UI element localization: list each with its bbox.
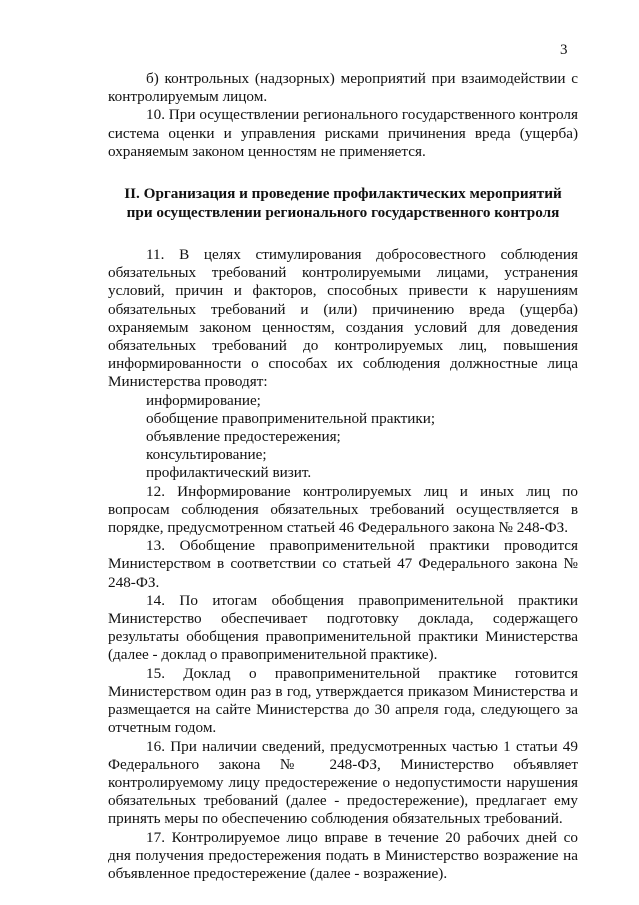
list-item: консультирование; <box>146 446 267 464</box>
measures-list <box>108 392 578 483</box>
document-body <box>108 70 578 883</box>
paragraph-15: 15. Доклад о правоприменительной практике готовится Министерством один раз в год, утверждается приказом Министерства и размещается на сайте Министерства до 30 апреля года, следующего за отчетным годом. <box>108 664 578 737</box>
paragraph-11: 11. В целях стимулирования добросовестного соблюдения обязательных требований контролируемыми лицами, устранения условий, причин и факторов, способных привести к нарушениям обязательных требований и (или) причинению вреда (ущерба) охраняемым законом ценностям, создания условий для доведения обязательных требований до контролируемых лиц, повышения информированности о способах их соблюдения должностные лица Министерства проводят: <box>108 246 578 391</box>
paragraph-12: 12. Информирование контролируемых лиц и иных лиц по вопросам соблюдения обязательных требований осуществляется в порядке, предусмотренном статьей 46 Федерального закона № 248-ФЗ. <box>108 482 578 537</box>
section-heading-line-1: II. Организация и проведение профилактических мероприятий <box>124 185 562 203</box>
paragraph-13: 13. Обобщение правоприменительной практики проводится Министерством в соответствии со статьей 47 Федерального закона № 248-ФЗ. <box>108 537 578 591</box>
list-item: обобщение правоприменительной практики; <box>146 409 436 427</box>
section-heading <box>108 185 578 222</box>
list-item: информирование; <box>146 391 261 409</box>
paragraph-16: 16. При наличии сведений, предусмотренных частью 1 статьи 49 Федерального закона № 248-ФЗ, Министерство объявляет контролируемому лицу предостережение о недопустимости нарушения обязательных требований (далее - предостережение), предлагает ему принять меры по обеспечению соблюдения обязательных требований. <box>108 737 578 828</box>
paragraph-10: 10. При осуществлении регионального государственного контроля система оценки и управления рисками причинения вреда (ущерба) охраняемым законом ценностям не применяется. <box>108 106 578 160</box>
paragraph-17: 17. Контролируемое лицо вправе в течение 20 рабочих дней со дня получения предостережения подать в Министерство возражение на объявленное предостережение (далее - возражение). <box>108 828 578 882</box>
paragraph-14: 14. По итогам обобщения правоприменительной практики Министерство обеспечивает подготовку доклада, содержащего результаты обобщения правоприменительной практики Министерства (далее - доклад о правоприменительной практике). <box>108 591 578 664</box>
list-item: объявление предостережения; <box>146 428 341 446</box>
section-heading-line-2: при осуществлении регионального государственного контроля <box>126 203 560 221</box>
page-number: 3 <box>560 42 568 58</box>
paragraph-9b: б) контрольных (надзорных) мероприятий при взаимодействии с контролируемым лицом. <box>108 70 578 106</box>
list-item: профилактический визит. <box>146 464 312 482</box>
